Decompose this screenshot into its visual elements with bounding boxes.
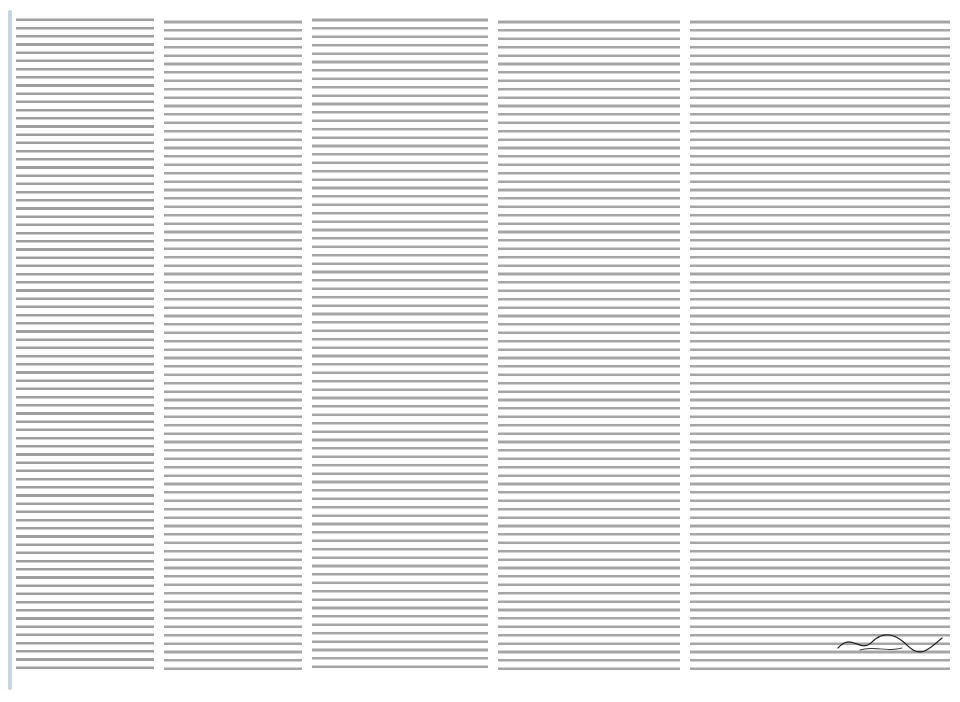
column-2 — [164, 8, 302, 672]
column-4 — [498, 8, 680, 672]
text-columns — [16, 8, 950, 672]
column-3-text-1 — [312, 16, 488, 672]
column-1-text-1 — [16, 16, 154, 672]
handwritten-signature-icon — [830, 628, 950, 656]
signature-block — [830, 628, 950, 672]
column-5-text — [690, 18, 950, 672]
column-1 — [16, 8, 154, 672]
column-3 — [312, 8, 488, 672]
left-accent-stripe — [8, 10, 12, 690]
column-5 — [690, 8, 950, 672]
page-footer — [0, 678, 960, 694]
column-4-text — [498, 18, 680, 672]
column-2-text — [164, 18, 302, 672]
